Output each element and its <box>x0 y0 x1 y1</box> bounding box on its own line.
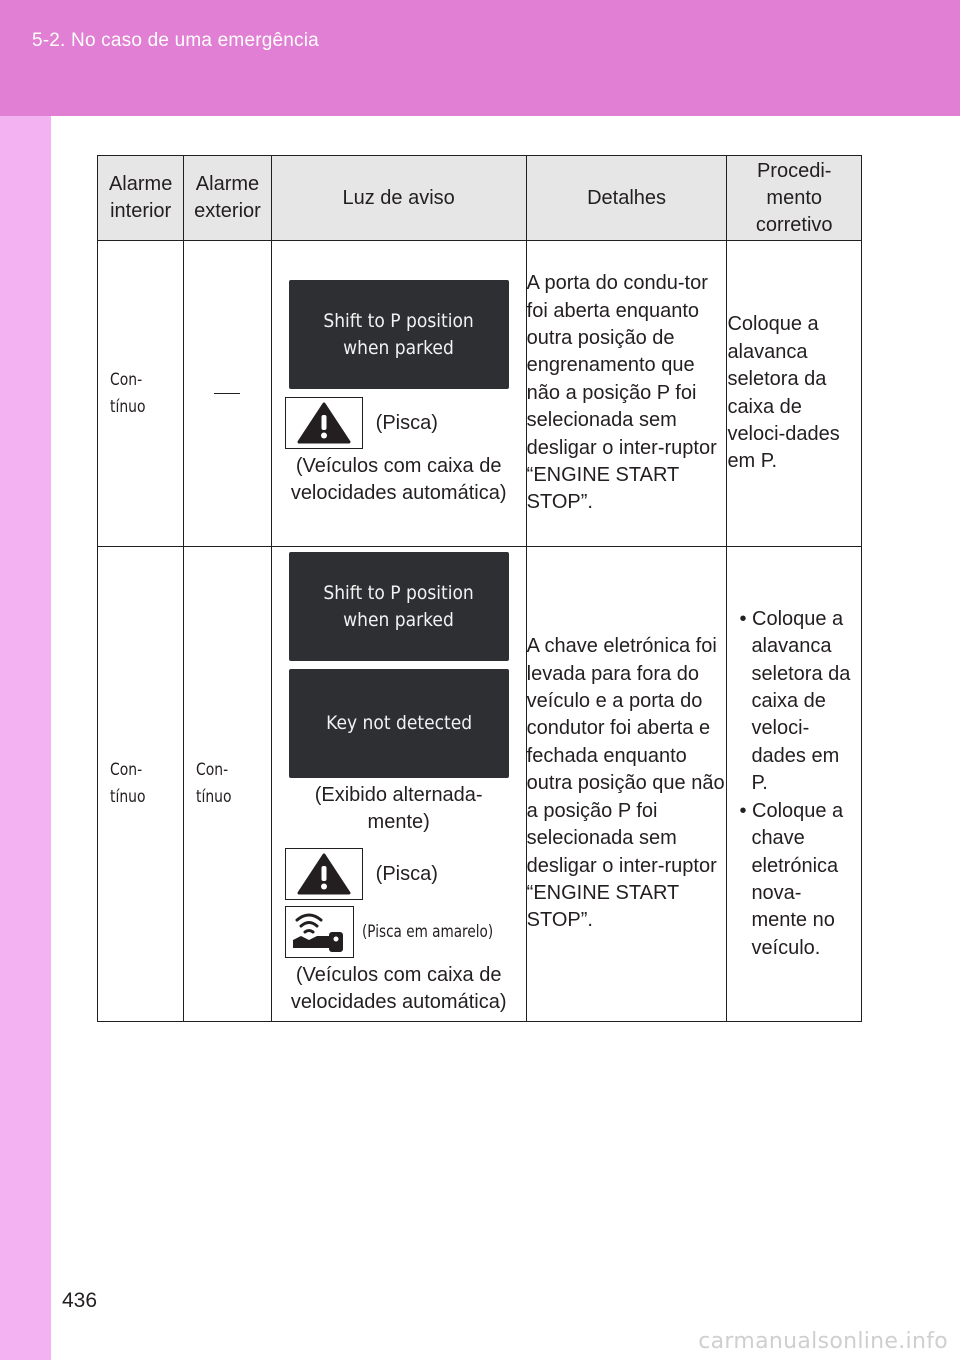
header-procedure: Procedi-mento corretivo <box>727 156 862 241</box>
warning-table <box>97 155 862 1022</box>
side-band <box>0 116 51 1360</box>
row1-interior-alarm: Con-tínuo <box>98 241 184 547</box>
row2-procedure <box>727 547 862 1022</box>
row1-procedure: Coloque a alavanca seletora da caixa de veloci-dades em P. <box>727 241 862 547</box>
row2-exterior-alarm: Con-tínuo <box>184 547 271 1022</box>
header-exterior-alarm: Alarme exterior <box>184 156 271 241</box>
header-interior-alarm: Alarme interior <box>98 156 184 241</box>
header-warning-light: Luz de aviso <box>271 156 526 241</box>
display-shift-to-p: Shift to P position when parked <box>289 280 509 389</box>
row1-exterior-alarm <box>184 241 271 547</box>
watermark: carmanualsonline.info <box>698 1329 948 1354</box>
header-band <box>0 0 960 116</box>
page-number: 436 <box>62 1289 98 1312</box>
row1-warning-light <box>271 241 526 547</box>
row2-interior-alarm: Con-tínuo <box>98 547 184 1022</box>
blink-yellow-label: (Pisca em amarelo) <box>361 922 493 942</box>
warning-triangle-icon <box>285 397 363 449</box>
smart-key-icon <box>285 906 354 958</box>
row2-warning-light <box>271 547 526 1022</box>
row2-details: A chave eletrónica foi levada para fora do veículo e a porta do condutor foi aberta e fechada enquanto outra posição que não a posição P foi selecionada sem desligar o inter-ruptor “ENGINE START STOP”. <box>526 547 727 1022</box>
key-icon-row <box>285 906 526 958</box>
display-key-not-detected: Key not detected <box>289 669 509 778</box>
row1-details: A porta do condu-tor foi aberta enquanto outra posição de engrenamento que não a posição P foi selecionada sem desligar o inter-ruptor “ENGINE START STOP”. <box>526 241 727 547</box>
list-item: • Coloque a chave eletrónica nova-mente no veículo. <box>739 799 844 959</box>
table-row <box>98 547 862 1022</box>
display-shift-to-p: Shift to P position when parked <box>289 552 509 661</box>
blink-label: (Pisca) <box>375 411 438 434</box>
warning-triangle-icon <box>285 848 363 900</box>
none-dash <box>214 393 240 394</box>
list-item: • Coloque a alavanca seletora da caixa de veloci-dades em P. <box>739 607 851 795</box>
table-header-row <box>98 156 862 241</box>
vehicle-note: (Veículos com caixa de velocidades automática) <box>290 964 507 1013</box>
blink-label: (Pisca) <box>375 862 438 885</box>
warning-icon-row <box>285 397 526 449</box>
section-title: 5-2. No caso de uma emergência <box>32 30 319 51</box>
procedure-list <box>727 606 861 962</box>
vehicle-note: (Veículos com caixa de velocidades automática) <box>290 455 507 504</box>
alternating-note: (Exibido alternada-mente) <box>314 784 483 833</box>
table-row <box>98 241 862 547</box>
warning-icon-row <box>285 848 526 900</box>
header-details: Detalhes <box>526 156 727 241</box>
